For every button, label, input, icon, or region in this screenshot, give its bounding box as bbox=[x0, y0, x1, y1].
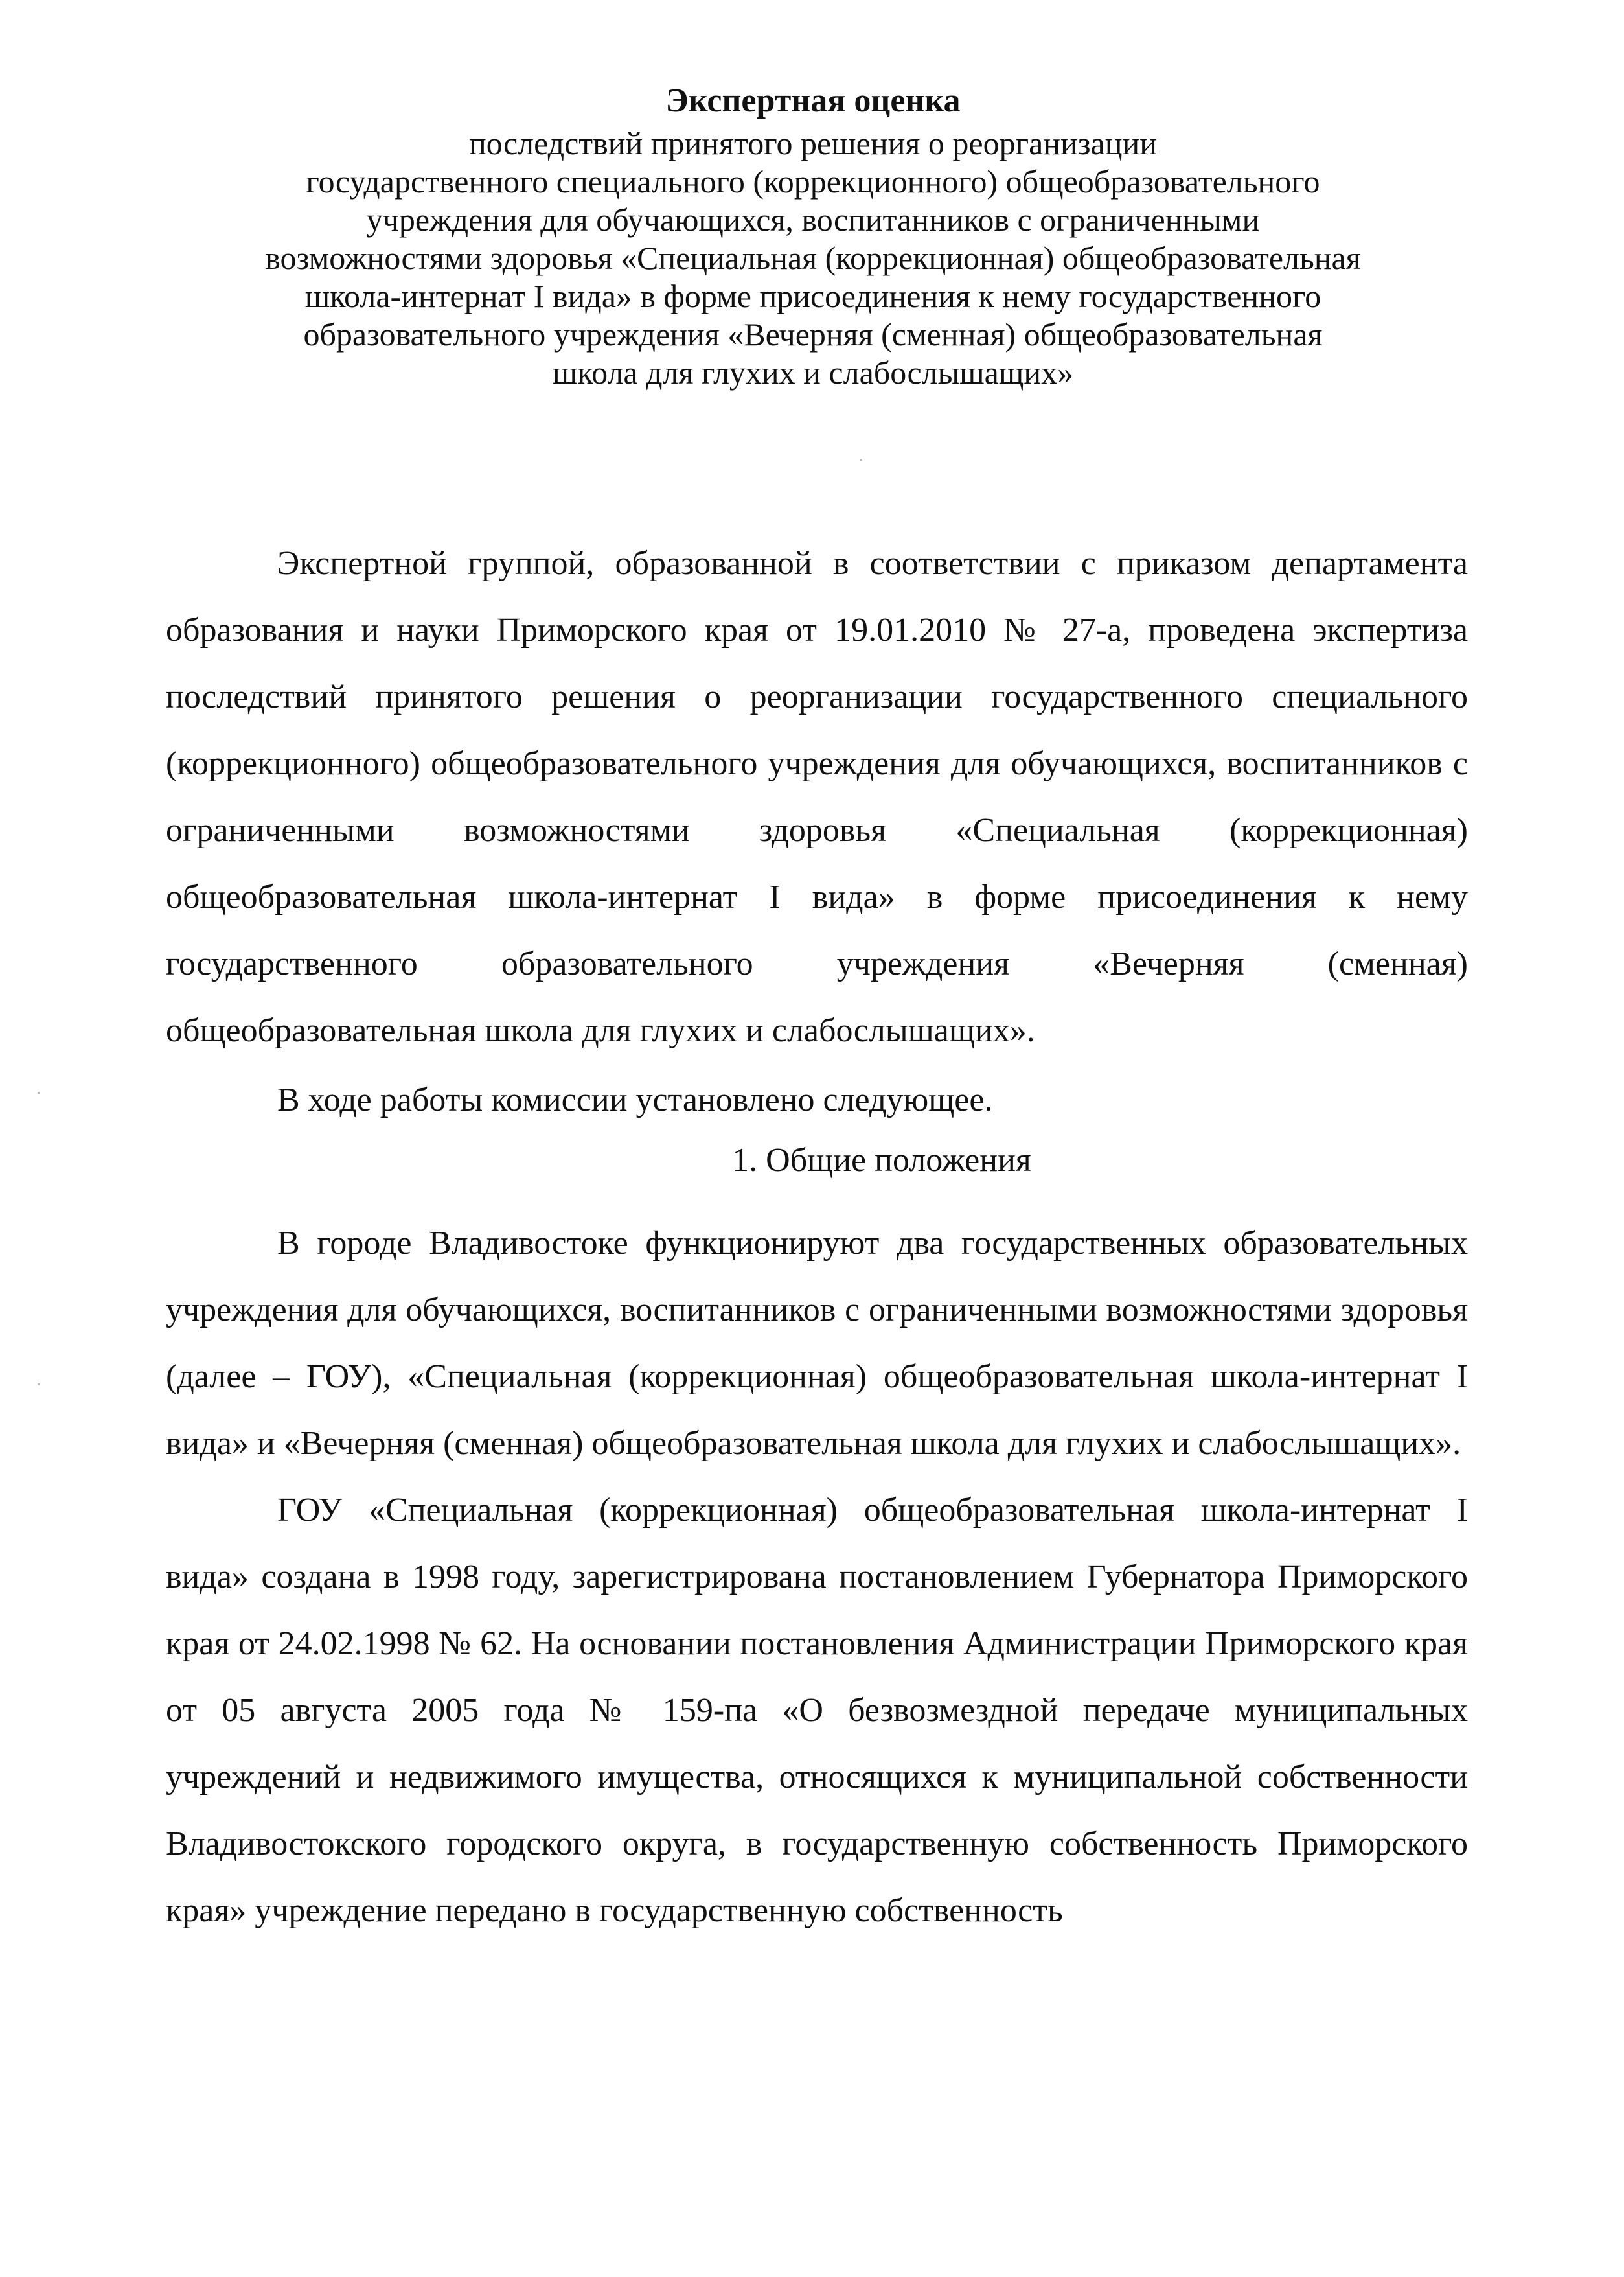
document-header bbox=[155, 78, 1470, 392]
section-heading: 1. Общие положения bbox=[732, 1142, 1031, 1179]
document-title: Экспертная оценка bbox=[665, 82, 961, 119]
section-paragraph: ГОУ «Специальная (коррекционная) общеобразовательная школа-интернат I вида» создана в 1998 году, зарегистрирована постановлением Губернатора Приморского края от 24.02.1998 № 62. На основании постановления Администрации Приморского края от 05 августа 2005 года № 159-па «О безвозмездной передаче муниципальных учреждений и недвижимого имущества, относящихся к муниципальной собственности Владивостокского городского округа, в государственную собственность Приморского края» учреждение передано в государственную собственность bbox=[166, 1492, 1468, 1929]
section-paragraph: В городе Владивостоке функционируют два государственных образовательных учреждения для обучающихся, воспитанников с ограниченными возможностями здоровья (далее – ГОУ), «Специальная (коррекционная) общеобразовательная школа-интернат I вида» и «Вечерняя (сменная) общеобразовательная школа для глухих и слабослышащих». bbox=[166, 1225, 1468, 1462]
subtitle-line: возможностями здоровья «Специальная (коррекционная) общеобразовательная bbox=[265, 240, 1361, 276]
scan-speck bbox=[860, 459, 862, 461]
intro-paragraph: Экспертной группой, образованной в соответствии с приказом департамента образования и науки Приморского края от 19.01.2010 № 27-а, проведена экспертиза последствий принятого решения о реорганизации государственного специального (коррекционного) общеобразовательного учреждения для обучающихся, воспитанников с ограниченными возможностями здоровья «Специальная (коррекционная) общеобразовательная школа-интернат I вида» в форме присоединения к нему государственного образовательного учреждения «Вечерняя (сменная) общеобразовательная школа для глухих и слабослышащих». bbox=[166, 545, 1468, 1049]
subtitle-line: последствий принятого решения о реорганизации bbox=[468, 125, 1158, 161]
scan-speck bbox=[38, 1092, 40, 1094]
findings-paragraph: В ходе работы комиссии установлено следующее. bbox=[277, 1081, 993, 1118]
subtitle-line: образовательного учреждения «Вечерняя (сменная) общеобразовательная bbox=[303, 316, 1323, 353]
subtitle-line: учреждения для обучающихся, воспитанников с ограниченными bbox=[366, 202, 1260, 238]
document-body bbox=[166, 530, 1468, 1944]
scan-speck bbox=[38, 1383, 40, 1385]
subtitle-line: школа для глухих и слабослышащих» bbox=[552, 354, 1074, 391]
subtitle-line: государственного специального (коррекционного) общеобразовательного bbox=[306, 163, 1320, 200]
subtitle-line: школа-интернат I вида» в форме присоединения к нему государственного bbox=[304, 278, 1321, 314]
